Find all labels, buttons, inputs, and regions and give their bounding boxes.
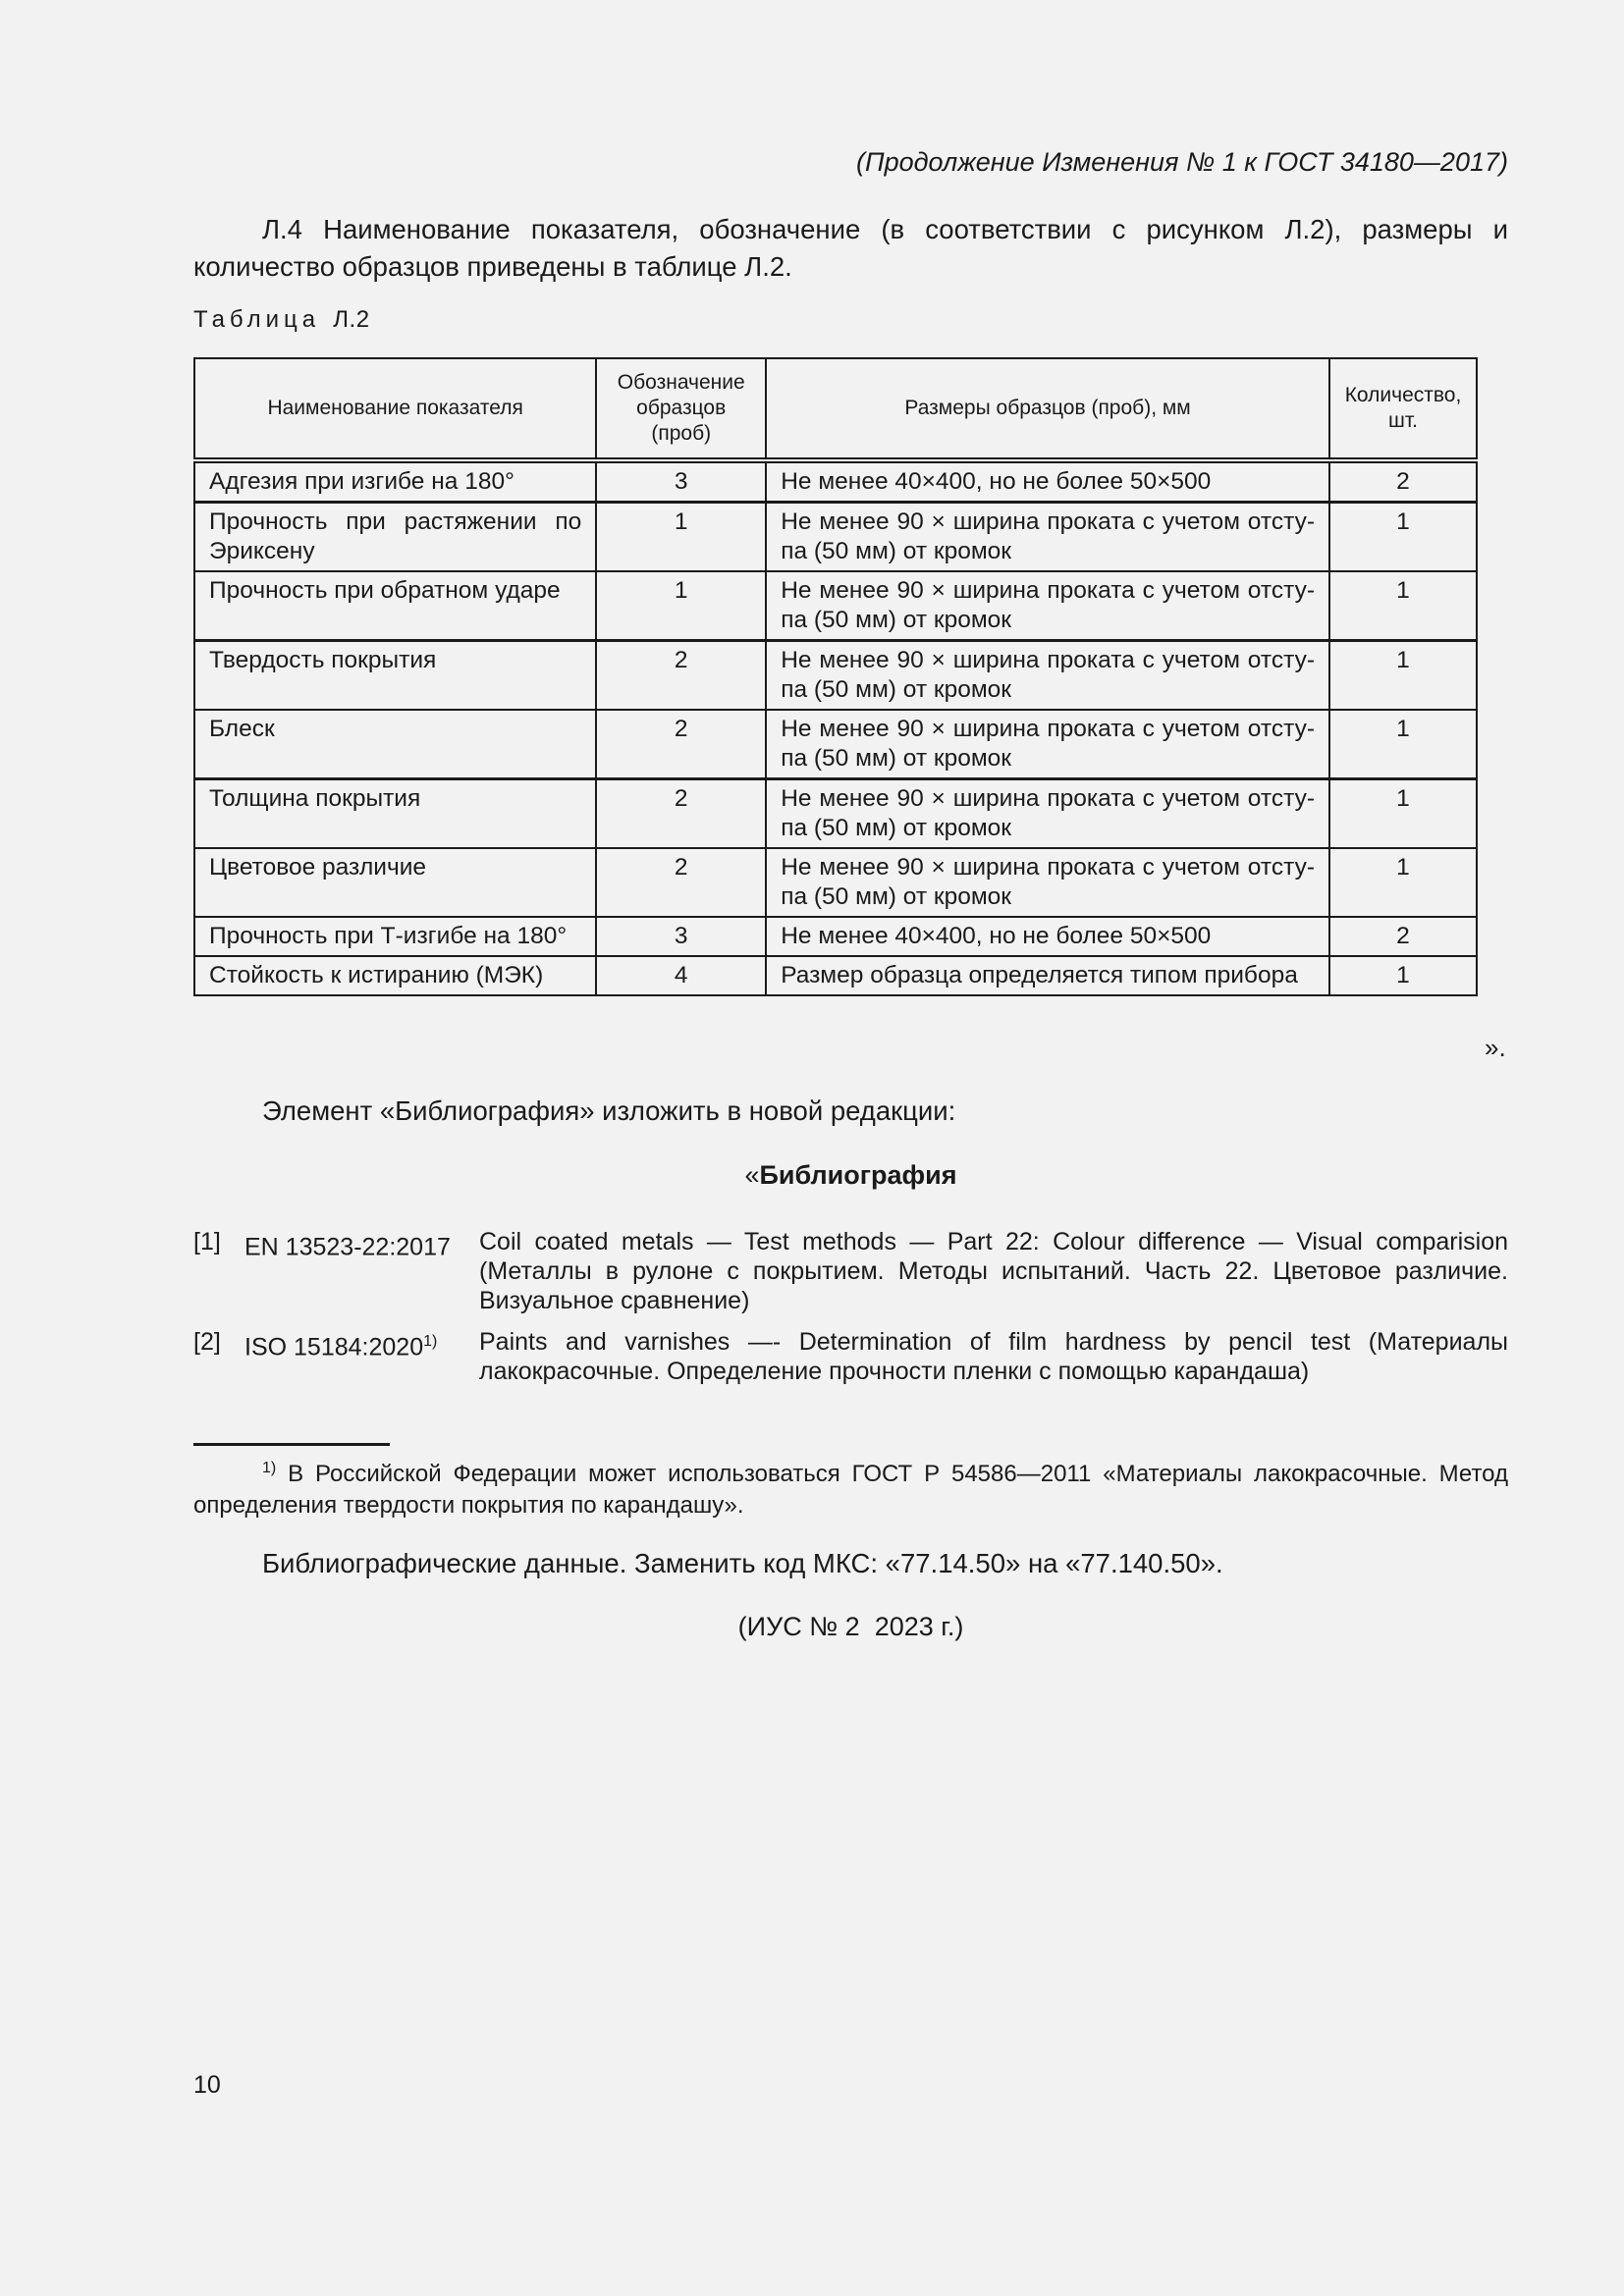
table-row bbox=[194, 571, 1477, 641]
bib-entry-number: [2] bbox=[193, 1328, 221, 1356]
bibliography-entry bbox=[193, 1327, 1508, 1390]
cell-indicator: Блеск bbox=[194, 710, 596, 779]
specimen-table bbox=[193, 357, 1478, 996]
cell-dimensions: Не менее 90 × ширина проката с учетом отсту-па (50 мм) от кромок bbox=[766, 641, 1329, 711]
header-quantity: Количество, шт. bbox=[1329, 358, 1477, 460]
cell-designation: 1 bbox=[596, 571, 766, 641]
cell-designation: 2 bbox=[596, 848, 766, 917]
cell-dimensions: Не менее 40×400, но не более 50×500 bbox=[766, 917, 1329, 956]
bib-entry-number: [1] bbox=[193, 1228, 221, 1255]
cell-quantity: 1 bbox=[1329, 956, 1477, 995]
cell-quantity: 1 bbox=[1329, 641, 1477, 711]
cell-designation: 3 bbox=[596, 460, 766, 503]
table-row bbox=[194, 503, 1477, 572]
table-row bbox=[194, 779, 1477, 849]
table-row bbox=[194, 710, 1477, 779]
footnote-mark: 1) bbox=[262, 1460, 277, 1476]
ius-reference: (ИУС № 2 2023 г.) bbox=[737, 1612, 964, 1641]
bib-entry-code bbox=[244, 1327, 437, 1362]
footnote-text: В Российской Федерации может использоваться ГОСТ Р 54586—2011 «Материалы лакокрасочные. Метод определения твердости покрытия по карандашу». bbox=[193, 1461, 1508, 1519]
cell-quantity: 1 bbox=[1329, 779, 1477, 849]
bib-entry-code bbox=[244, 1227, 451, 1261]
table-header-row bbox=[194, 358, 1477, 460]
table-row bbox=[194, 848, 1477, 917]
bib-entry-code-sup: 1) bbox=[423, 1333, 438, 1350]
cell-indicator: Прочность при растяжении по Эриксену bbox=[194, 503, 596, 572]
cell-designation: 2 bbox=[596, 641, 766, 711]
bib-entry-title: Paints and varnishes —- Determination of film hardness by pencil test (Материалы лакокрасочные. Определение прочности пленки с помощью карандаша) bbox=[479, 1328, 1508, 1385]
cell-designation: 1 bbox=[596, 503, 766, 572]
bibliography-title-quote: « bbox=[744, 1160, 760, 1190]
cell-indicator: Стойкость к истиранию (МЭК) bbox=[194, 956, 596, 995]
cell-quantity: 1 bbox=[1329, 710, 1477, 779]
cell-dimensions: Не менее 90 × ширина проката с учетом отсту-па (50 мм) от кромок bbox=[766, 779, 1329, 849]
cell-designation: 2 bbox=[596, 710, 766, 779]
cell-dimensions: Размер образца определяется типом прибора bbox=[766, 956, 1329, 995]
table-caption bbox=[193, 306, 370, 334]
cell-indicator: Прочность при обратном ударе bbox=[194, 571, 596, 641]
cell-quantity: 2 bbox=[1329, 460, 1477, 503]
running-header: (Продолжение Изменения № 1 к ГОСТ 34180—2017) bbox=[856, 147, 1508, 177]
table-row bbox=[194, 641, 1477, 711]
bibliography-instruction: Элемент «Библиография» изложить в новой редакции: bbox=[262, 1095, 956, 1126]
header-dimensions: Размеры образцов (проб), мм bbox=[766, 358, 1329, 460]
header-indicator: Наименование показателя bbox=[194, 358, 596, 460]
bibliography-title bbox=[193, 1160, 1508, 1191]
cell-indicator: Цветовое различие bbox=[194, 848, 596, 917]
cell-dimensions: Не менее 90 × ширина проката с учетом отсту-па (50 мм) от кромок bbox=[766, 503, 1329, 572]
cell-indicator: Толщина покрытия bbox=[194, 779, 596, 849]
table-closing-quote: ». bbox=[1485, 1033, 1506, 1062]
header-designation: Обозначение образцов (проб) bbox=[596, 358, 766, 460]
cell-quantity: 1 bbox=[1329, 571, 1477, 641]
cell-designation: 2 bbox=[596, 779, 766, 849]
table-row bbox=[194, 917, 1477, 956]
bibliography-entry bbox=[193, 1227, 1508, 1321]
cell-dimensions: Не менее 90 × ширина проката с учетом отсту-па (50 мм) от кромок bbox=[766, 571, 1329, 641]
bib-entry-title: Coil coated metals — Test methods — Part 22: Colour difference — Visual comparision (Металлы в рулоне с покрытием. Методы испытаний. Часть 22. Цветовое различие. Визуальное сравнение) bbox=[479, 1228, 1508, 1314]
table-caption-number: Л.2 bbox=[333, 306, 370, 333]
cell-quantity: 1 bbox=[1329, 503, 1477, 572]
footnote-separator bbox=[193, 1443, 390, 1446]
cell-quantity: 2 bbox=[1329, 917, 1477, 956]
bib-entry-code-text: EN 13523-22:2017 bbox=[244, 1233, 451, 1261]
cell-dimensions: Не менее 40×400, но не более 50×500 bbox=[766, 460, 1329, 503]
cell-designation: 4 bbox=[596, 956, 766, 995]
table-row bbox=[194, 956, 1477, 995]
intro-paragraph: Л.4 Наименование показателя, обозначение (в соответствии с рисунком Л.2), размеры и количество образцов приведены в таблице Л.2. bbox=[193, 214, 1508, 282]
bibliography-title-text: Библиография bbox=[759, 1160, 957, 1190]
table-caption-word: Таблица bbox=[193, 306, 321, 333]
cell-designation: 3 bbox=[596, 917, 766, 956]
cell-indicator: Адгезия при изгибе на 180° bbox=[194, 460, 596, 503]
cell-dimensions: Не менее 90 × ширина проката с учетом отсту-па (50 мм) от кромок bbox=[766, 710, 1329, 779]
cell-indicator: Твердость покрытия bbox=[194, 641, 596, 711]
cell-dimensions: Не менее 90 × ширина проката с учетом отсту-па (50 мм) от кромок bbox=[766, 848, 1329, 917]
footnote bbox=[193, 1453, 1508, 1522]
bibliographic-data-line: Библиографические данные. Заменить код МКС: «77.14.50» на «77.140.50». bbox=[262, 1548, 1223, 1578]
table-row bbox=[194, 460, 1477, 503]
cell-quantity: 1 bbox=[1329, 848, 1477, 917]
bib-entry-code-text: ISO 15184:2020 bbox=[244, 1333, 424, 1362]
page-number: 10 bbox=[193, 2071, 221, 2099]
cell-indicator: Прочность при Т-изгибе на 180° bbox=[194, 917, 596, 956]
